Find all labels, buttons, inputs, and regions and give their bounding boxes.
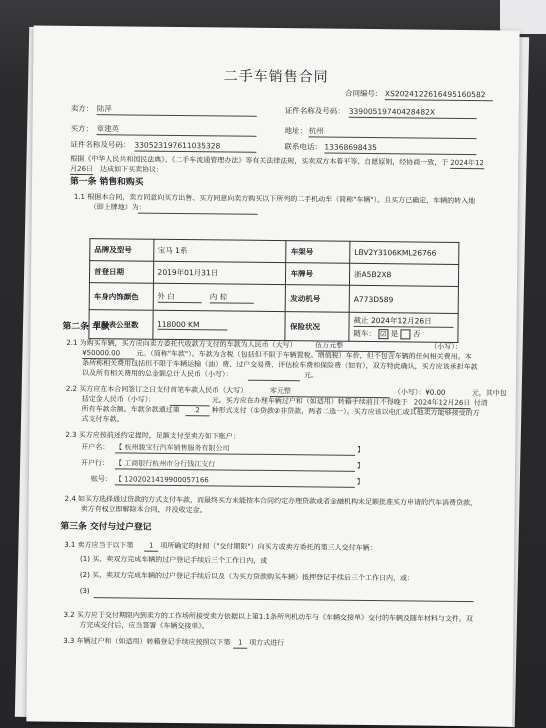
clause-2-2-d: 括定金人民币（小写）： xyxy=(81,394,156,404)
contract-number: XS2024122616495160582 xyxy=(385,89,493,101)
clause-2-3: 2.3 买方应按前述约定提时，足额支付至卖方如下账户： xyxy=(65,430,240,441)
delivery-option-3-blank xyxy=(94,587,474,602)
plate-value: 浙A5B2X8 xyxy=(349,263,458,286)
intro-line-1: 根据《中华人民共和国民法典》、《二手车流通管理办法》等有关法律法规，买卖双方本着平等、自愿原则，经协商一致，于 xyxy=(70,154,449,167)
brand-value: 宝马 1系 xyxy=(153,239,286,262)
account-number: 【 1202021419900057166 xyxy=(115,474,355,488)
clause-2-2-e: 元。买方应在办理车辆过户和（如适用）转籍手续前且不得晚于 xyxy=(211,396,408,407)
document-title: 二手车销售合同 xyxy=(223,68,329,86)
buyer-id: 330523197611035328 xyxy=(134,141,256,153)
delivery-option-2: (2) 买、卖双方完成车辆的过户登记手续后以及（为买方贷款购买车辆）抵押登记手续后三个工作日内，或： xyxy=(79,570,415,583)
clause-2-2-h: 种形式支付（①贷款②非贷款，两者二选一）。买方应该以电汇或其他卖方能够接受的方 xyxy=(211,406,480,418)
clause-3-1-a: 3.1 卖方应当于以下第 xyxy=(64,540,134,550)
clause-1-1-cont: （即上牌地）为： xyxy=(89,203,146,212)
seller-id: 33900519740428482X xyxy=(349,107,477,119)
account-name-text: 杭州骏宝行汽车销售服务有限公司 xyxy=(124,443,230,453)
account-number-bracket: 】 xyxy=(356,477,364,486)
account-name-label: 开户名： xyxy=(81,442,110,452)
clause-2-1-g: 元。 xyxy=(303,371,319,380)
seller-name: 陆萍 xyxy=(97,104,257,117)
clause-3-3-a: 3.3 车辆过户和（如适用）转籍登记手续应按照以下第 xyxy=(63,636,231,647)
clause-2-4-b: 卖方有权立即解除本合同，并没收定金。 xyxy=(80,504,207,515)
account-number-text: 1202021419900057166 xyxy=(124,475,209,485)
section-3-heading: 第三条 交付与过户登记 xyxy=(60,521,152,533)
engine-value: A773D589 xyxy=(349,285,458,313)
frame-label: 车架号 xyxy=(286,241,350,264)
buyer-phone-label: 联系电话： xyxy=(284,142,322,152)
account-name: 【 杭州骏宝行汽车销售服务有限公司 xyxy=(115,442,355,456)
bank-label: 开户行： xyxy=(81,458,110,468)
contract-number-label: 合同编号： xyxy=(344,88,383,99)
price-number: ¥50000.00 xyxy=(82,348,134,360)
clause-3-2-b: 方完成交付后，应当签署《车辆交接单》。 xyxy=(79,620,209,631)
buyer-id-label: 证件名称及号码： xyxy=(70,139,131,150)
clause-2-2-g: 所有车款余额。车款余款通过第 xyxy=(81,404,180,415)
delivery-option-3: (3) xyxy=(79,586,90,596)
price-lowercase-label: （小写）： xyxy=(430,342,462,351)
intro-date-2: 月26日 xyxy=(70,164,94,174)
total-amount-blank xyxy=(248,370,300,382)
no-label: 否 xyxy=(412,329,421,339)
account-number-label: 账号： xyxy=(90,475,112,484)
registration-date-label: 首登日期 xyxy=(89,261,153,284)
engine-label: 发动机号 xyxy=(286,285,350,313)
seller-label: 卖方： xyxy=(70,103,94,114)
clause-2-1-f: 以及所有相关费用的总金额总计人民币（小写）： xyxy=(81,369,233,379)
buyer-address: 杭州 xyxy=(309,126,477,139)
clause-2-2-f: 付清 xyxy=(473,399,488,408)
intro-date: 2024年12 xyxy=(450,158,485,168)
clause-2-1-d: 元。（简称"车款"）。车款为含税（包括但不限于车辆置税、增值税）车价，但不包含车辆的任何相关费用。本 xyxy=(136,349,472,362)
color-cell xyxy=(153,283,286,311)
buyer-phone: 13368698435 xyxy=(324,143,476,156)
mileage-value: 118000 KM xyxy=(157,320,227,331)
registration-date-value: 2019年01月31日 xyxy=(153,261,286,284)
yes-label: 是 xyxy=(390,329,399,339)
intro-line-2: 达成如下买卖协议： xyxy=(100,165,164,174)
delivery-option-number: 1 xyxy=(144,541,158,552)
exterior-color: 外 白 xyxy=(157,291,201,303)
device-corner xyxy=(500,0,546,34)
color-label: 车身内饰颜色 xyxy=(89,283,153,311)
section-2-heading: 第二条 车款 xyxy=(62,321,110,333)
mileage-cell xyxy=(152,310,285,340)
interior-color: 内 棕 xyxy=(210,291,254,303)
price-in-words: 伍万元整 xyxy=(315,340,395,352)
seller-id-label: 证件名称及号码： xyxy=(284,106,345,116)
clause-2-4-a: 2.4 如买方选择通过贷款的方式支付车款，而最终买方未能按本合同约定办理贷款或者金融机构未足额批准买方申请的汽车消费贷款， xyxy=(64,494,478,508)
delivery-option-1: (1) 买、卖双方完成车辆的过户登记手续后三个工作日内，或 xyxy=(80,554,268,565)
insurance-until: 截止 2024年12月26日 xyxy=(354,315,454,328)
account-name-bracket: 】 xyxy=(357,445,365,454)
no-checkbox[interactable] xyxy=(401,329,411,339)
clause-2-1-a: 2.1 为购买车辆，买方应向卖方委托代收款方支付的车款为人民币（大写） xyxy=(66,338,297,350)
down-payment-number: （小写）：¥0.00 xyxy=(393,388,446,397)
clause-2-2-a: 2.2 买方应在本合同签订之日支付首笔车款人民币（大写） xyxy=(65,384,248,395)
insurance-label: 保险状况 xyxy=(285,312,349,342)
frame-value: LBV2Y3106KML26766 xyxy=(350,241,459,264)
registration-place-blank xyxy=(138,203,258,215)
clause-3-3-b: 项方式进行 xyxy=(249,638,285,648)
buyer-label: 买方： xyxy=(70,123,94,134)
contract-page xyxy=(26,25,519,726)
yes-checkbox[interactable]: ☑ xyxy=(380,330,387,339)
payoff-date: 2024年12月26日 xyxy=(413,398,471,408)
transfer-label: 随车： xyxy=(353,328,376,339)
mileage-label: 里程表公里数 xyxy=(89,310,153,340)
plate-label: 车牌号 xyxy=(286,263,350,286)
vehicle-info-table xyxy=(88,238,459,343)
bank-text: 工商银行杭州市分行钱江支行 xyxy=(124,459,216,469)
clause-3-1-b: 项所确定的时间（"交付期限"）向买方或卖方委托的第三人交付车辆： xyxy=(160,541,377,553)
clause-3-2-a: 3.2 买方应于交付期限内到卖方的工作场所接受卖方依据以上第1.1条所列机动车与《车辆交接单》交付的车辆及随车材料与文件。双 xyxy=(63,610,474,624)
buyer-address-label: 地址： xyxy=(284,126,308,136)
clause-2-1-e: 条所称相关费用包括但不限于车辆运输（油）费、过户交易费、评估检车费和保险费（如有），双方特此确认，买方应该承担车款 xyxy=(82,359,478,372)
section-1-heading: 第一条 销售和购买 xyxy=(69,176,144,188)
clause-2-2-c: 元，其中包 xyxy=(471,389,507,398)
bank-bracket: 】 xyxy=(357,461,365,470)
buyer-name: 章建英 xyxy=(97,124,257,137)
clause-1-1: 1.1 根据本合同，卖方同意向买方出售、买方同意向卖方购买以下所列的二手机动车（简称"车辆"）。且买方已确定，车辆的转入地 xyxy=(73,192,476,206)
bank: 【 工商银行杭州市分行钱江支行 xyxy=(115,458,355,472)
clause-2-2-i: 式支付车款。 xyxy=(81,414,124,424)
brand-label: 品牌及型号 xyxy=(90,239,154,262)
insurance-cell xyxy=(349,312,458,342)
payment-form-number: 2 xyxy=(186,405,210,416)
down-payment-in-words: 零元整 xyxy=(270,386,390,398)
transfer-option-number: 1 xyxy=(233,638,247,649)
